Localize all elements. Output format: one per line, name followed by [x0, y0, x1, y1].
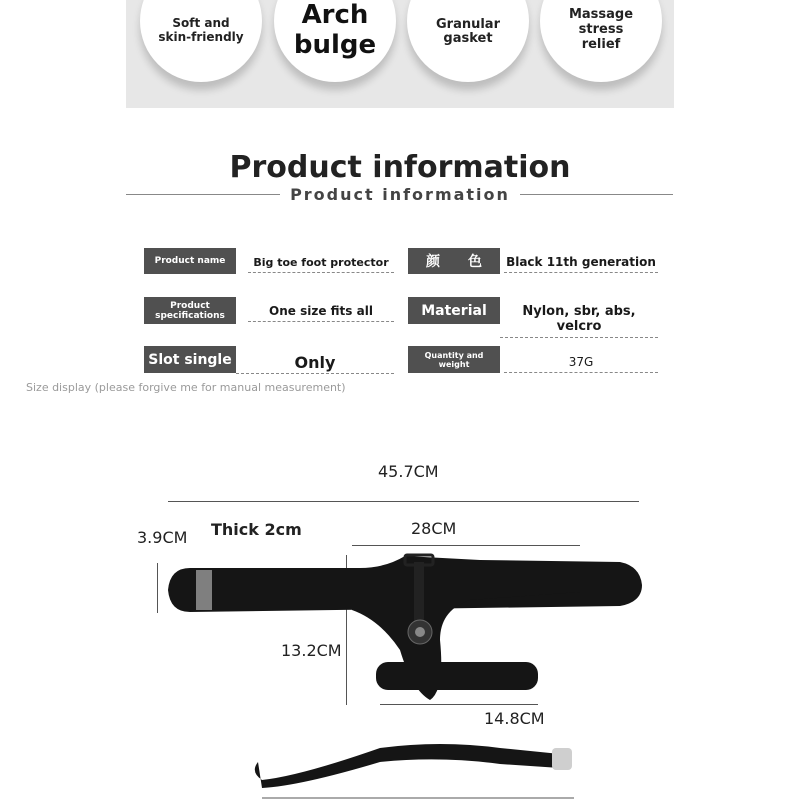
feature-label: Arch bulge [293, 0, 377, 60]
spec-value-material: Nylon, sbr, abs, velcro [500, 304, 658, 338]
spec-label-slot: Slot single [144, 346, 236, 373]
spec-label-material: Material [408, 297, 500, 324]
feature-circle [407, 0, 529, 82]
measure-width: 3.9CM [137, 528, 188, 547]
loose-strap-tip [552, 748, 572, 770]
size-note: Size display (please forgive me for manual measurement) [26, 381, 346, 394]
spec-label-color: 颜 色 [408, 248, 500, 274]
buckle-stem [414, 562, 424, 622]
spec-label-specifications: Product specifications [144, 297, 236, 324]
measure-small-strap: 14.8CM [484, 709, 545, 728]
feature-circle [140, 0, 262, 82]
feature-circle [274, 0, 396, 82]
spec-value-product-name: Big toe foot protector [248, 256, 394, 273]
measure-total-length: 45.7CM [378, 462, 439, 481]
section-title: Product information [229, 150, 571, 185]
feature-circle [540, 0, 662, 82]
section-subtitle: Product information [280, 185, 520, 204]
velcro-tip [196, 570, 212, 610]
product-image [0, 540, 800, 800]
measure-line-total [168, 501, 639, 502]
spec-label-product-name: Product name [144, 248, 236, 274]
spec-label-weight: Quantity and weight [408, 346, 500, 373]
pressure-button-center [415, 627, 425, 637]
feature-band [126, 0, 674, 108]
measure-thickness: Thick 2cm [211, 520, 302, 539]
feature-label: Massage stress relief [568, 7, 634, 52]
measure-main-length: 28CM [411, 519, 457, 538]
title-rule-left [126, 194, 280, 195]
title-rule-right [520, 194, 673, 195]
spec-value-slot: Only [236, 353, 394, 374]
spec-value-weight: 37G [504, 355, 658, 373]
spec-value-specifications: One size fits all [248, 304, 394, 322]
feature-label: Soft and skin-friendly [158, 16, 244, 44]
loose-strap [255, 744, 572, 788]
small-strap [376, 662, 538, 690]
feature-label: Granular gasket [435, 17, 500, 46]
spec-value-color: Black 11th generation [504, 255, 658, 273]
measure-height: 13.2CM [281, 641, 342, 660]
